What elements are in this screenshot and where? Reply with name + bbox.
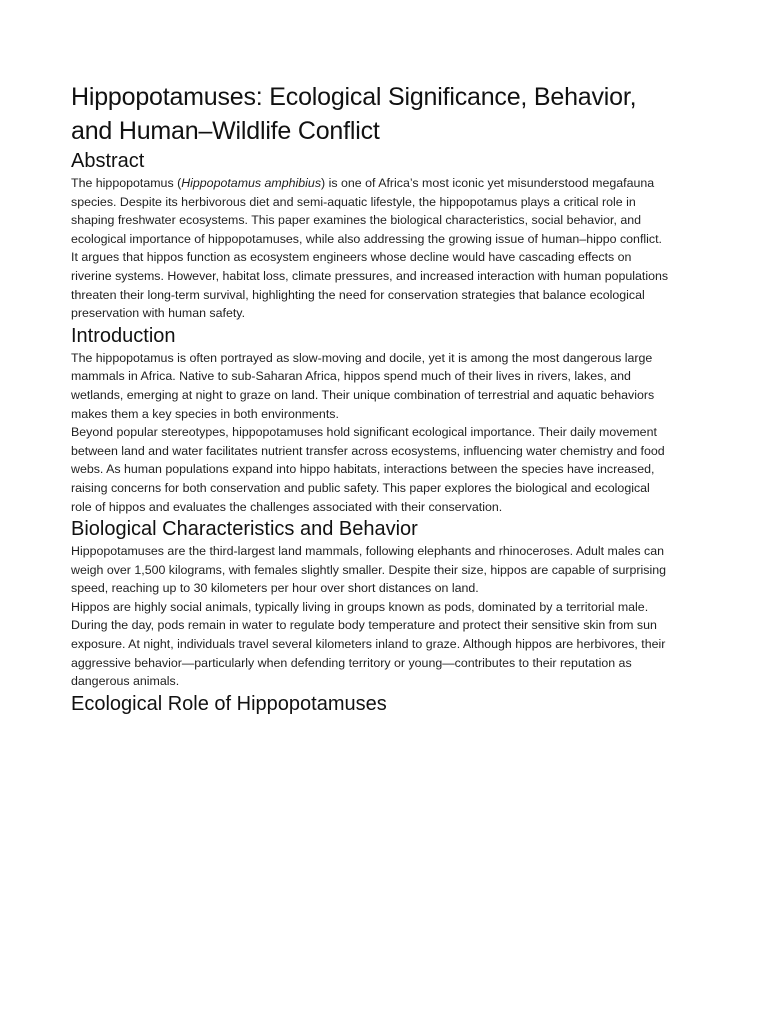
biology-paragraph-2: Hippos are highly social animals, typically living in groups known as pods, dominated by a territorial male. During the day, pods remain in water to regulate body temperature and protect their sensitive skin from sun exposure. At night, individuals travel several kilometers inland to graze. Although hippos are herbivores, their aggressive behavior—particularly when defending territory or young—contributes to their reputation as dangerous animals. <box>71 599 666 689</box>
abstract-text-start: The hippopotamus ( <box>71 176 182 190</box>
document-content <box>71 80 671 717</box>
paper-title: Hippopotamuses: Ecological Significance, Behavior, and Human–Wildlife Conflict <box>71 83 637 145</box>
ecological-role-heading: Ecological Role of Hippopotamuses <box>71 692 387 715</box>
biology-heading: Biological Characteristics and Behavior <box>71 518 418 541</box>
abstract-paragraph <box>71 174 671 323</box>
biology-paragraph-1: Hippopotamuses are the third-largest land mammals, following elephants and rhinoceroses. Adult males can weigh over 1,500 kilograms, with females slightly smaller. Despite their size, hippos are capable of surprising speed, reaching up to 30 kilometers per hour over short distances on land. <box>71 544 667 596</box>
species-name-italic: Hippopotamus amphibius <box>181 176 322 190</box>
introduction-paragraph-2: Beyond popular stereotypes, hippopotamuses hold significant ecological importance. Their daily movement between land and water facilitates nutrient transfer across ecosystems, influencing water chemistry and food webs. As human populations expand into hippo habitats, interactions between the species have increased, raising concerns for both conservation and public safety. This paper explores the biological and ecological role of hippos and evaluates the challenges associated with their conservation. <box>71 425 665 514</box>
abstract-heading: Abstract <box>71 150 145 172</box>
abstract-text-end: ) is one of Africa’s most iconic yet misunderstood megafauna species. Despite its herbivorous diet and semi-aquatic lifestyle, the hippopotamus plays a critical role in shaping freshwater ecosystems. This paper examines the biological characteristics, social behavior, and ecological importance of hippopotamuses, while also addressing the growing issue of human–hippo conflict. It argues that hippos function as ecosystem engineers whose decline would have cascading effects on riverine systems. However, habitat loss, climate pressures, and increased interaction with human populations threaten their long-term survival, highlighting the need for conservation strategies that balance ecological preservation with human safety. <box>71 176 669 321</box>
introduction-paragraph-1: The hippopotamus is often portrayed as slow-moving and docile, yet it is among the most dangerous large mammals in Africa. Native to sub-Saharan Africa, hippos spend much of their lives in rivers, lakes, and wetlands, emerging at night to graze on land. Their unique combination of terrestrial and aquatic behaviors makes them a key species in both environments. <box>71 350 655 421</box>
introduction-heading: Introduction <box>71 324 176 347</box>
